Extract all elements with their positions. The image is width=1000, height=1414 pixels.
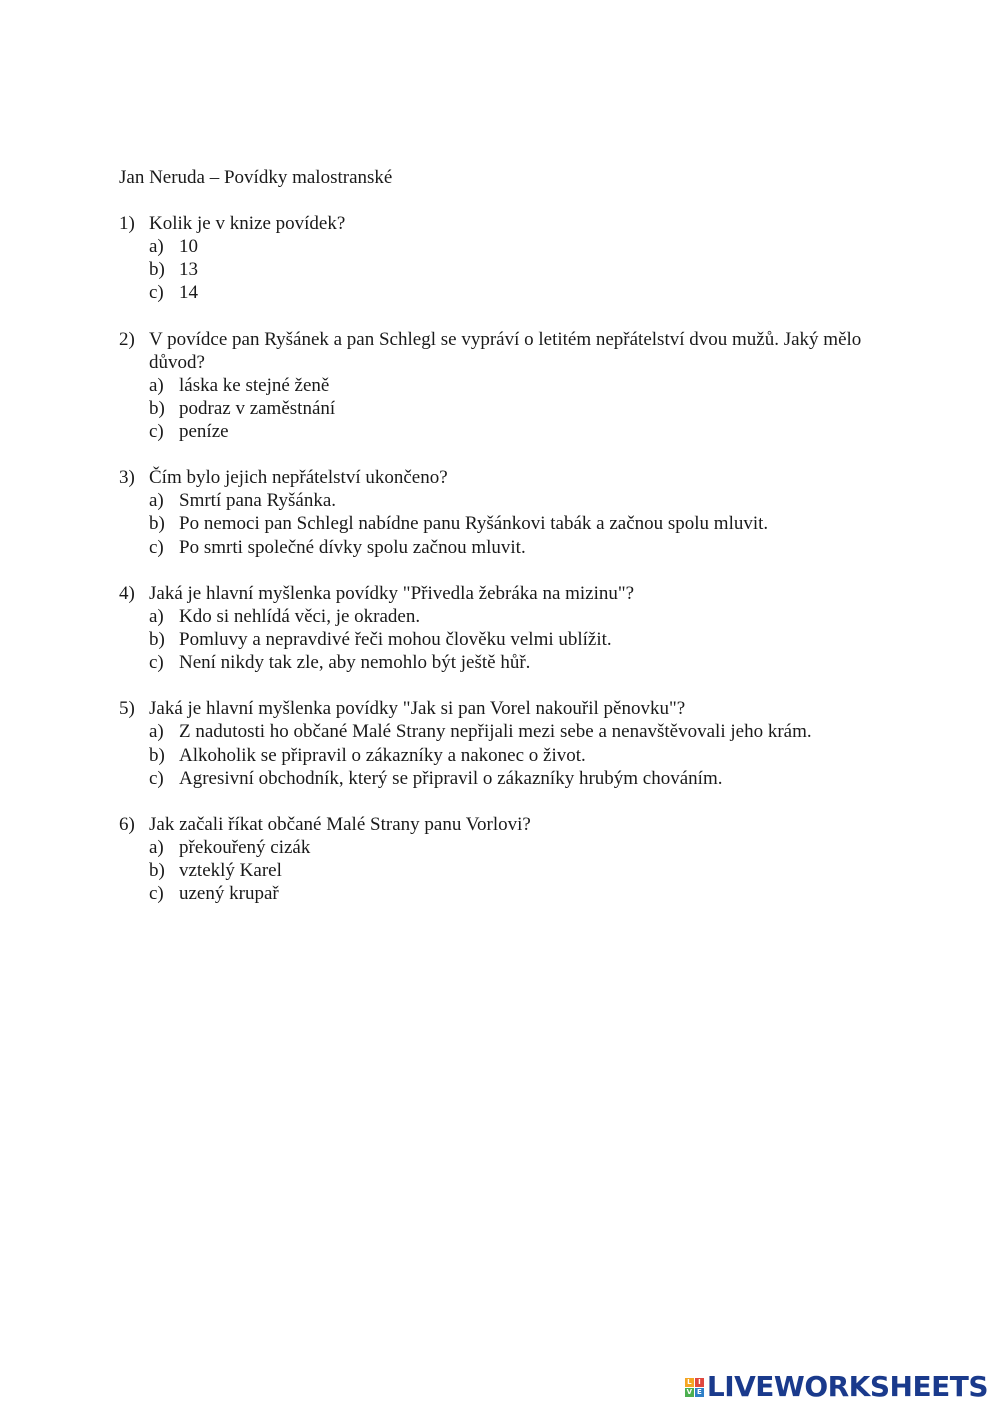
option-letter: a) [149,721,164,743]
question-text: V povídce pan Ryšánek a pan Schlegl se vypráví o letitém nepřátelství dvou mužů. Jaký mělo důvod? [149,328,862,373]
answer-option[interactable] [119,605,879,628]
option-letter: a) [149,490,164,512]
option-letter: b) [149,513,165,535]
question-text: Čím bylo jejich nepřátelství ukončeno? [149,467,448,489]
answer-option[interactable] [119,744,879,767]
option-list [119,720,879,790]
question-number: 1) [119,213,135,234]
answer-option[interactable] [119,489,879,512]
option-text: Kdo si nehlídá věci, je okraden. [179,605,421,627]
question-3 [119,466,879,559]
question-number: 5) [119,698,135,720]
answer-option[interactable] [119,767,879,790]
option-letter: a) [149,374,164,396]
question-line [119,212,879,235]
logo-blocks-icon [685,1378,704,1397]
question-4 [119,582,879,675]
question-line [119,466,879,489]
logo-text: LIVEWORKSHEETS [706,1370,988,1403]
option-letter: c) [149,652,164,674]
option-text: 14 [179,282,198,304]
question-text: Kolik je v knize povídek? [149,213,346,234]
answer-option[interactable] [119,536,879,559]
option-text: Agresivní obchodník, který se připravil o zákazníky hrubým chováním. [179,767,723,789]
option-letter: c) [149,883,164,905]
answer-option[interactable] [119,882,879,905]
question-line [119,328,879,374]
answer-option[interactable] [119,651,879,674]
question-2 [119,328,879,444]
option-text: 10 [179,236,198,257]
question-line [119,697,879,720]
option-list [119,836,879,906]
option-text: láska ke stejné ženě [179,374,330,396]
logo-block: L [685,1378,694,1387]
liveworksheets-logo[interactable] [685,1370,988,1404]
answer-option[interactable] [119,258,879,281]
answer-option[interactable] [119,420,879,443]
option-list [119,235,879,305]
question-number: 3) [119,467,135,489]
option-text: Není nikdy tak zle, aby nemohlo být ještě hůř. [179,652,531,674]
question-1 [119,212,879,305]
answer-option[interactable] [119,281,879,304]
option-text: uzený krupař [179,883,279,905]
option-text: vzteklý Karel [179,860,282,882]
option-text: peníze [179,421,229,443]
question-number: 6) [119,814,135,836]
option-text: 13 [179,259,198,281]
question-number: 4) [119,582,135,604]
option-text: podraz v zaměstnání [179,397,336,419]
option-text: Alkoholik se připravil o zákazníky a nakonec o život. [179,744,586,766]
option-letter: b) [149,860,165,882]
option-letter: b) [149,259,165,281]
answer-option[interactable] [119,628,879,651]
logo-block: E [695,1388,704,1397]
question-text: Jak začali říkat občané Malé Strany panu Vorlovi? [149,814,531,836]
question-text: Jaká je hlavní myšlenka povídky "Jak si pan Vorel nakouřil pěnovku"? [149,698,686,720]
option-letter: c) [149,767,164,789]
answer-option[interactable] [119,836,879,859]
question-list [119,212,879,929]
option-letter: c) [149,536,164,558]
option-list [119,489,879,559]
answer-option[interactable] [119,235,879,258]
logo-block: I [695,1378,704,1387]
document-title: Jan Neruda – Povídky malostranské [119,167,393,188]
option-letter: b) [149,629,165,651]
option-list [119,605,879,675]
question-number: 2) [119,328,135,350]
answer-option[interactable] [119,720,879,743]
option-letter: a) [149,236,164,257]
option-text: Po smrti společné dívky spolu začnou mluvit. [179,536,526,558]
question-line [119,813,879,836]
option-text: překouřený cizák [179,837,311,859]
option-text: Z nadutosti ho občané Malé Strany nepřijali mezi sebe a nenavštěvovali jeho krám. [179,721,812,743]
option-letter: a) [149,837,164,859]
option-letter: c) [149,282,164,304]
answer-option[interactable] [119,859,879,882]
question-5 [119,697,879,790]
option-text: Po nemoci pan Schlegl nabídne panu Ryšánkovi tabák a začnou spolu mluvit. [179,513,769,535]
option-letter: b) [149,397,165,419]
question-text: Jaká je hlavní myšlenka povídky "Přivedla žebráka na mizinu"? [149,582,635,604]
answer-option[interactable] [119,397,879,420]
question-line [119,582,879,605]
option-letter: c) [149,421,164,443]
logo-block: V [686,1387,693,1396]
option-letter: b) [149,744,165,766]
option-text: Pomluvy a nepravdivé řeči mohou člověku velmi ublížit. [179,629,612,651]
option-list [119,374,879,444]
option-text: Smrtí pana Ryšánka. [179,490,337,512]
answer-option[interactable] [119,374,879,397]
question-6 [119,813,879,906]
option-letter: a) [149,605,164,627]
answer-option[interactable] [119,512,879,535]
